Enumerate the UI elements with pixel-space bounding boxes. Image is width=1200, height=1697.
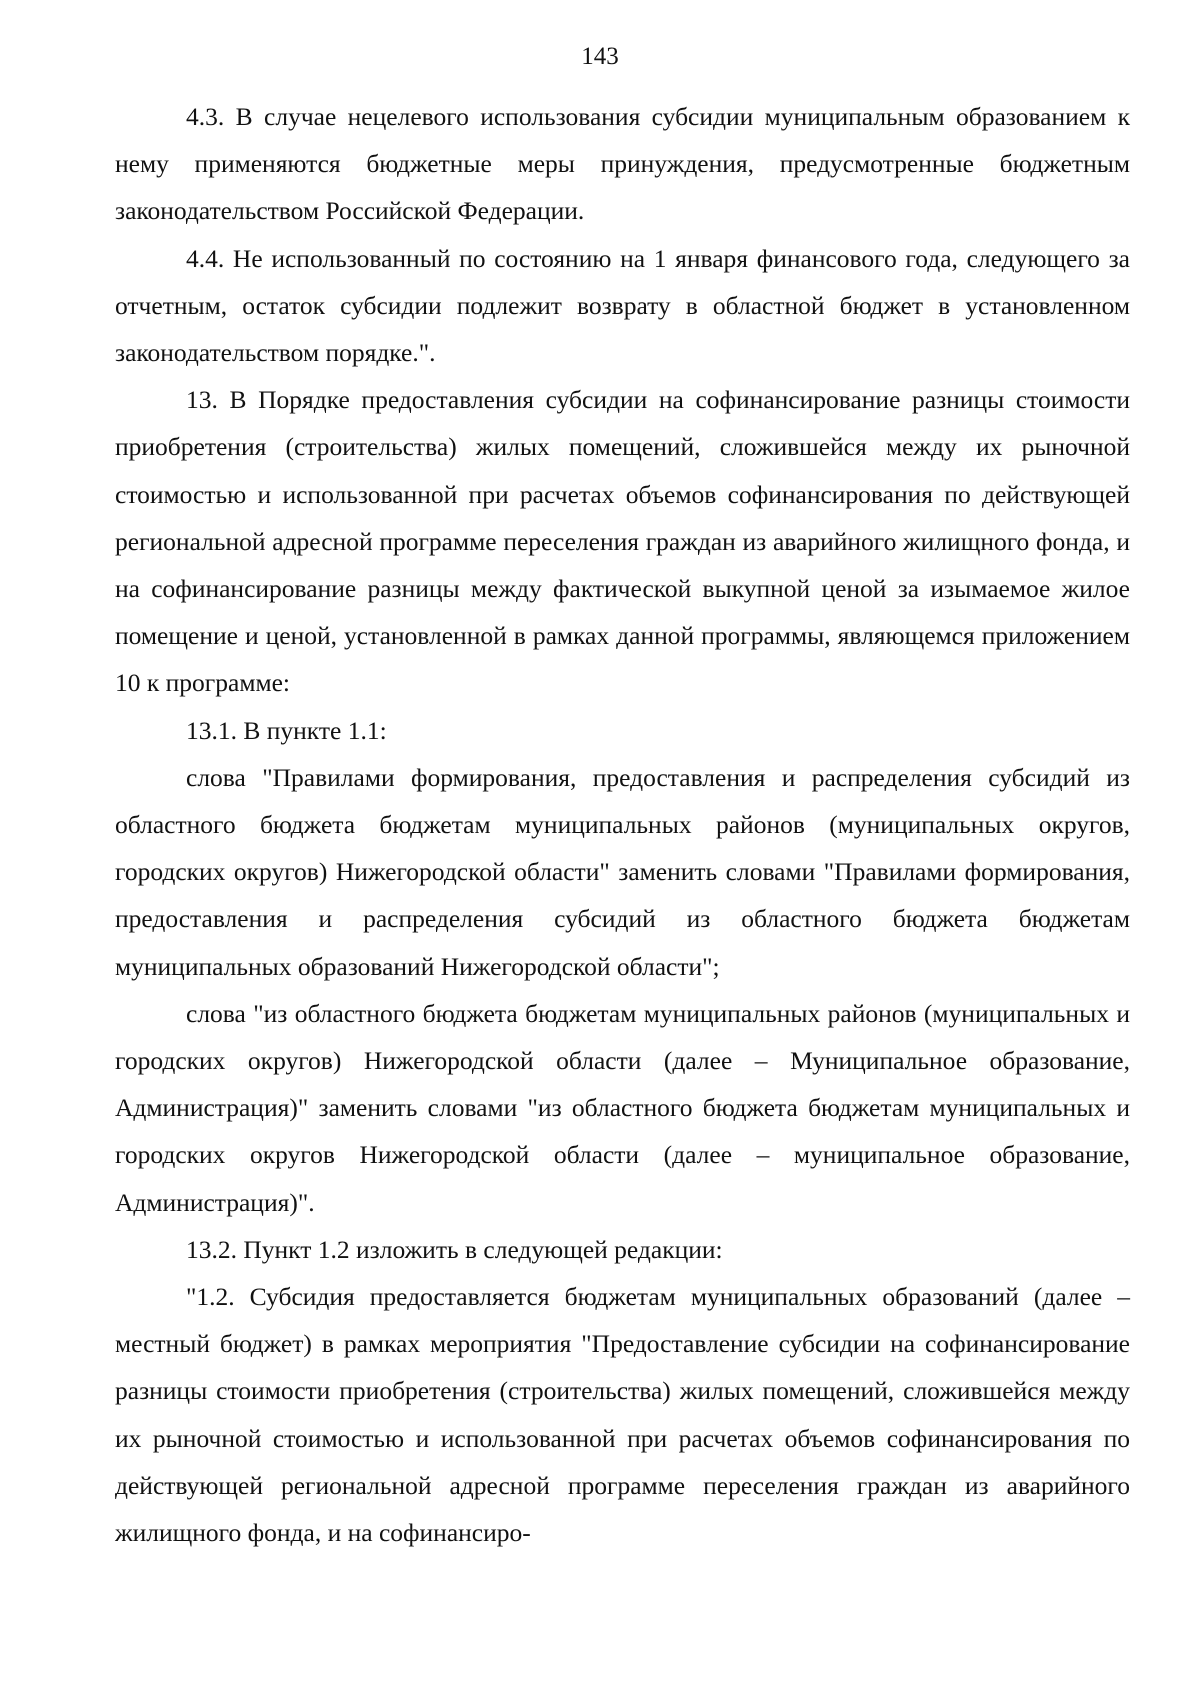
paragraph-4-4: 4.4. Не использованный по состоянию на 1 января финансового года, следующего за отчетным, остаток субсидии подлежит возврату в областной бюджет в установленном законодательством порядке.".	[115, 243, 1130, 368]
paragraph-13-1-first-amendment: слова "Правилами формирования, предоставления и распределения субсидий из областного бюджета бюджетам муниципальных районов (муниципальных округов, городских округов) Нижегородской области" заменить словами "Правилами формирования, предоставления и распределения субсидий из областного бюджета бюджетам муниципальных образований Нижегородской области";	[115, 762, 1130, 981]
page-number: 143	[581, 43, 619, 70]
paragraph-4-3: 4.3. В случае нецелевого использования субсидии муниципальным образованием к нему применяются бюджетные меры принуждения, предусмотренные бюджетным законодательством Российской Федерации.	[115, 102, 1130, 226]
document-body	[115, 93, 1130, 1556]
paragraph-13-1-second-amendment: слова "из областного бюджета бюджетам муниципальных районов (муниципальных и городских округов) Нижегородской области (далее – Муниципальное образование, Администрация)" заменить словами "из областного бюджета бюджетам муниципальных и городских округов Нижегородской области (далее – муниципальное образование, Администрация)".	[115, 998, 1130, 1217]
paragraph-13: 13. В Порядке предоставления субсидии на софинансирование разницы стоимости приобретения (строительства) жилых помещений, сложившейся между их рыночной стоимостью и использованной при расчетах объемов софинансирования по действующей региональной адресной программе переселения граждан из аварийного жилищного фонда, и на софинансирование разницы между фактической выкупной ценой за изымаемое жилое помещение и ценой, установленной в рамках данной программы, являющемся приложением 10 к программе:	[115, 385, 1130, 698]
paragraph-13-1: 13.1. В пункте 1.1:	[186, 715, 387, 745]
paragraph-13-2: 13.2. Пункт 1.2 изложить в следующей редакции:	[186, 1234, 723, 1264]
paragraph-1-2-new-wording: "1.2. Субсидия предоставляется бюджетам муниципальных образований (далее – местный бюджет) в рамках мероприятия "Предоставление субсидии на софинансирование разницы стоимости приобретения (строительства) жилых помещений, сложившейся между их рыночной стоимостью и использованной при расчетах объемов софинансирования по действующей региональной адресной программе переселения граждан из аварийного жилищного фонда, и на софинансиро-	[115, 1282, 1130, 1548]
